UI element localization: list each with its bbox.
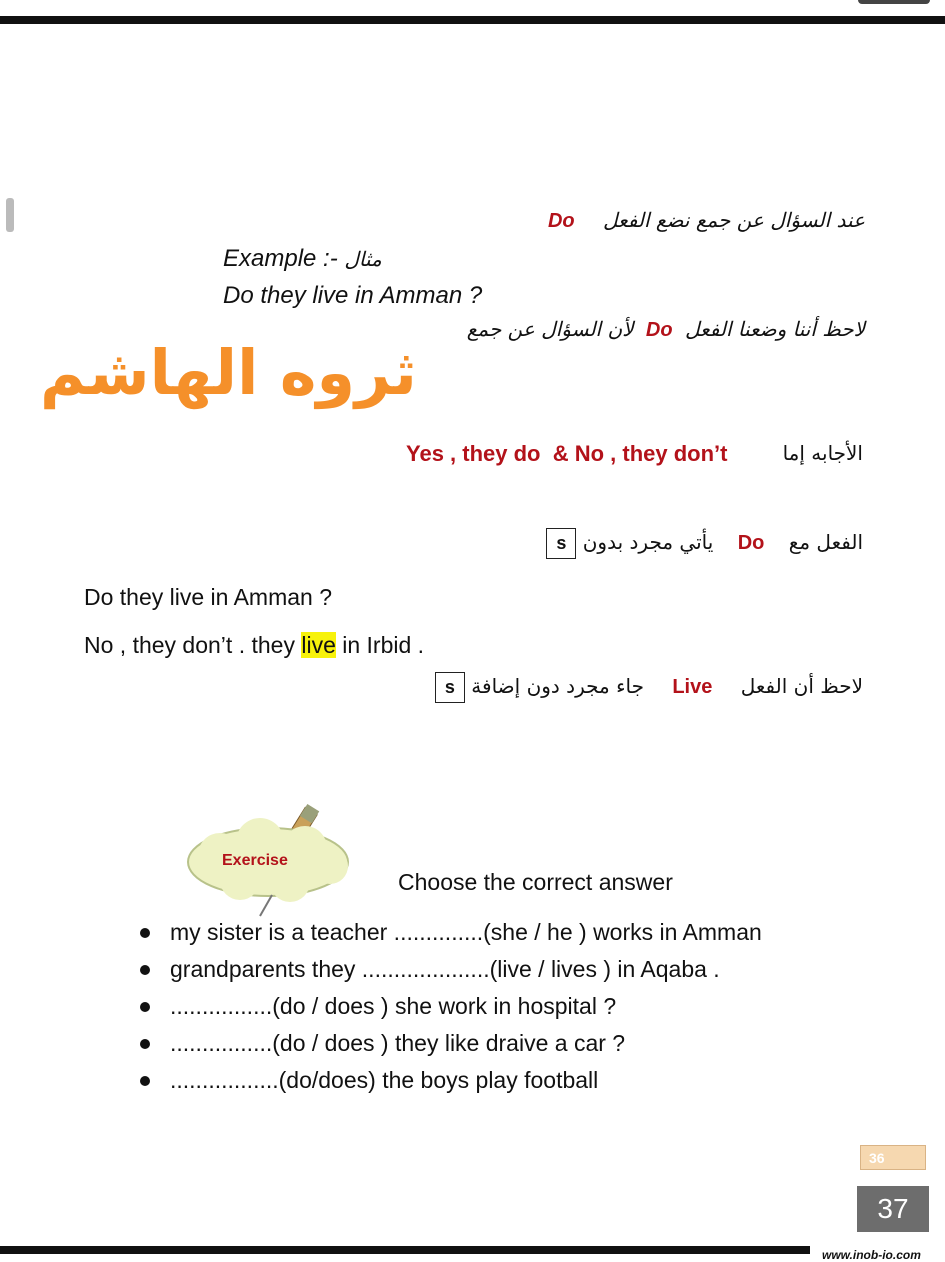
sample-answer-highlight: live xyxy=(301,632,336,658)
verb-rule xyxy=(546,528,863,559)
site-url: www.inob-io.com xyxy=(822,1248,921,1262)
question-item xyxy=(140,1025,762,1062)
page-number: 37 xyxy=(857,1186,929,1232)
question-item xyxy=(140,914,762,951)
bottom-rule xyxy=(0,1246,810,1254)
exercise-badge-label: Exercise xyxy=(222,852,288,869)
exercise-instruction: Choose the correct answer xyxy=(398,869,673,895)
bullet-icon xyxy=(140,1039,150,1049)
bullet-icon xyxy=(140,1002,150,1012)
answer-label: الأجابه إما xyxy=(782,441,863,465)
top-rule xyxy=(0,16,945,24)
verb-rule-after: يأتي مجرد بدون xyxy=(582,530,714,554)
question-text: grandparents they ....................(live / lives ) in Aqaba . xyxy=(170,956,720,982)
question-item xyxy=(140,988,762,1025)
note-line-keyword: Do xyxy=(645,319,673,341)
question-item xyxy=(140,951,762,988)
question-text: .................(do/does) the boys play football xyxy=(170,1067,599,1093)
side-marker xyxy=(6,198,14,232)
sample-answer-before: No , they don’t . they xyxy=(84,632,302,658)
sample-answer xyxy=(84,632,424,659)
watermark: ثروه الهاشم xyxy=(40,336,417,409)
live-rule xyxy=(435,672,863,703)
rule-line xyxy=(548,208,865,233)
live-rule-box: s xyxy=(435,672,465,703)
question-text: my sister is a teacher ..............(she / he ) works in Amman xyxy=(170,919,762,945)
question-text: ................(do / does ) they like draive a car ? xyxy=(170,1030,626,1056)
note-line-after: لأن السؤال عن جمع xyxy=(466,317,634,341)
top-tab-handle xyxy=(858,0,930,4)
bullet-icon xyxy=(140,1076,150,1086)
question-text: ................(do / does ) she work in hospital ? xyxy=(170,993,617,1019)
example-label-en: Example :- xyxy=(223,245,338,272)
exercise-badge xyxy=(180,800,360,920)
live-rule-after: جاء مجرد دون إضافة xyxy=(471,674,644,698)
example-label-ar: مثال xyxy=(344,247,382,271)
verb-rule-box: s xyxy=(546,528,576,559)
question-list xyxy=(140,914,762,1099)
rule-line-text: عند السؤال عن جمع نضع الفعل xyxy=(602,208,865,232)
page-number-small: 36 xyxy=(860,1145,926,1170)
example-question: Do they live in Amman ? xyxy=(223,282,483,309)
bullet-icon xyxy=(140,965,150,975)
sample-answer-after: in Irbid . xyxy=(335,632,425,658)
rule-line-keyword: Do xyxy=(547,210,575,232)
answer-options: Yes , they do & No , they don’t xyxy=(406,441,728,466)
sample-question: Do they live in Amman ? xyxy=(84,584,333,610)
bullet-icon xyxy=(140,928,150,938)
verb-rule-before: الفعل مع xyxy=(788,530,863,554)
live-rule-before: لاحظ أن الفعل xyxy=(740,674,863,698)
verb-rule-keyword: Do xyxy=(737,532,765,554)
example-label xyxy=(223,245,382,273)
live-rule-keyword: Live xyxy=(672,676,713,698)
question-item xyxy=(140,1062,762,1099)
note-line-before: لاحظ أننا وضعنا الفعل xyxy=(684,317,865,341)
note-line xyxy=(467,317,865,342)
